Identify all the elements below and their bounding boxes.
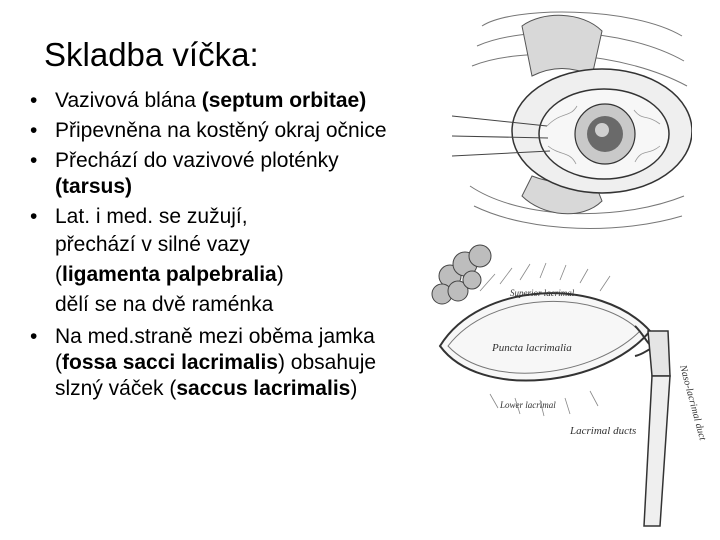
bullet-text: Vazivová blána bbox=[55, 89, 202, 112]
bullet-item bbox=[30, 88, 450, 114]
slide-title: Skladba víčka: bbox=[44, 36, 259, 73]
bullet-bold: fossa sacci lacrimalis bbox=[62, 351, 278, 374]
bullet-item bbox=[30, 324, 450, 402]
label-lower-lacrimal: Lower lacrimal bbox=[500, 400, 556, 410]
lacrimal-apparatus-illustration bbox=[420, 236, 710, 536]
bullet-bold: (septum orbitae) bbox=[201, 89, 367, 112]
bullet-item bbox=[30, 204, 450, 320]
bullet-text: • Přechází do vazivové ploténky bbox=[55, 149, 339, 172]
label-lacrimal-ducts: Lacrimal ducts bbox=[570, 425, 637, 437]
bullet-text: Připevněna na kostěný okraj očnice bbox=[55, 119, 387, 142]
label-superior-lacrimal: Superior lacrimal bbox=[510, 288, 575, 298]
bullet-text: ) obsahuje bbox=[277, 351, 377, 374]
bullet-text-line bbox=[55, 376, 450, 402]
bullet-text: dělí se na dvě raménka bbox=[55, 293, 274, 316]
bullet-text: slzný váček ( bbox=[55, 377, 177, 400]
bullet-bold: saccus lacrimalis bbox=[176, 377, 351, 400]
paren: ( bbox=[55, 351, 62, 374]
paren: ) bbox=[350, 377, 358, 400]
bullet-list bbox=[30, 88, 450, 406]
bullet-item bbox=[30, 118, 450, 144]
eyelid-anatomy-illustration bbox=[452, 6, 692, 238]
label-puncta: Puncta lacrimalia bbox=[492, 342, 572, 354]
bullet-text: • Lat. i med. se zužují, bbox=[55, 205, 248, 228]
bullet-bold: (tarsus) bbox=[55, 175, 133, 198]
bullet-text: přechází v silné vazy bbox=[55, 233, 250, 256]
paren: ) bbox=[276, 263, 284, 286]
bullet-bold: ligamenta palpebralia bbox=[62, 263, 277, 286]
bullet-text-line bbox=[55, 350, 450, 376]
bullet-item bbox=[30, 148, 450, 200]
paren: ( bbox=[55, 263, 62, 286]
bullet-text-line bbox=[55, 260, 450, 290]
label-nasal-duct: Naso-lacrimal duct bbox=[677, 363, 708, 442]
bullet-text: • Na med.straně mezi oběma jamka bbox=[55, 325, 375, 348]
